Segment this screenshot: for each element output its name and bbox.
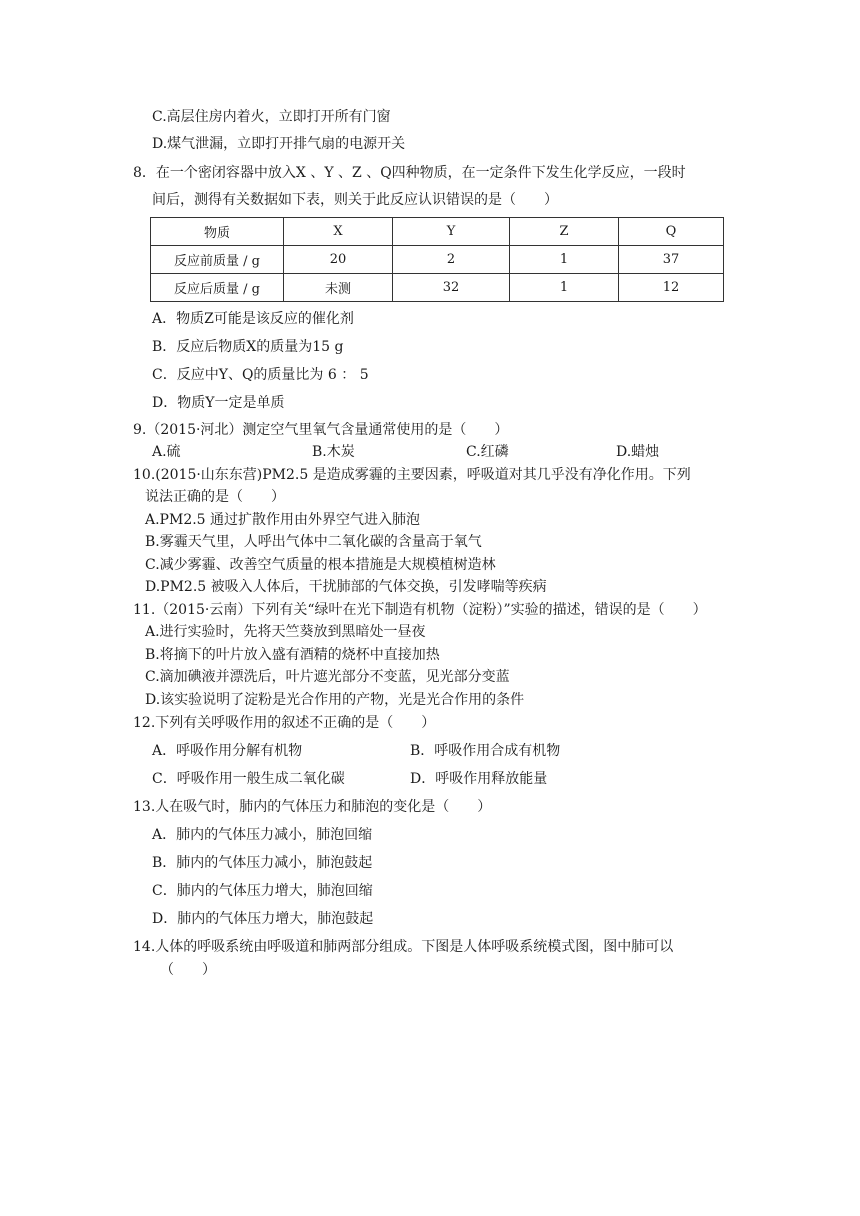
q8-option-b: B．反应后物质X的质量为15 g <box>152 339 344 355</box>
q14-stem-line1: 14.人体的呼吸系统由呼吸道和肺两部分组成。下图是人体呼吸系统模式图，图中肺可以 <box>133 939 674 955</box>
q11-option-c: C.滴加碘液并漂洗后，叶片遮光部分不变蓝，见光部分变蓝 <box>145 669 510 685</box>
q8-stem-line2: 间后，测得有关数据如下表，则关于此反应认识错误的是（ ） <box>152 192 558 208</box>
q13-option-d: D．肺内的气体压力增大，肺泡鼓起 <box>152 911 374 927</box>
table-cell: 1 <box>510 274 619 302</box>
q7-option-d: D.煤气泄漏，立即打开排气扇的电源开关 <box>152 136 406 152</box>
q10-stem-line1: 10.(2015·山东东营)PM2.5 是造成雾霾的主要因素，呼吸道对其几乎没有净化作用。下列 <box>133 467 691 483</box>
q8-stem-line1: 8．在一个密闭容器中放入X 、Y 、Z 、Q四种物质，在一定条件下发生化学反应，一段时 <box>133 165 686 181</box>
q10-option-d: D.PM2.5 被吸入人体后，干扰肺部的气体交换，引发哮喘等疾病 <box>145 579 547 595</box>
table-header-cell: X <box>284 218 393 246</box>
table-cell: 未测 <box>284 274 393 302</box>
table-cell: 2 <box>393 246 510 274</box>
q12-option-b: B．呼吸作用合成有机物 <box>410 743 561 759</box>
q13-option-c: C．肺内的气体压力增大，肺泡回缩 <box>152 883 373 899</box>
q12-stem: 12.下列有关呼吸作用的叙述不正确的是（ ） <box>133 715 436 731</box>
q12-option-a: A．呼吸作用分解有机物 <box>152 743 303 759</box>
q9-option-d: D.蜡烛 <box>616 444 660 460</box>
q14-stem-line2: （ ） <box>160 962 216 978</box>
table-cell: 37 <box>619 246 724 274</box>
q11-stem: 11.（2015·云南）下列有关“绿叶在光下制造有机物（淀粉）”实验的描述，错误的是（ ） <box>133 602 707 618</box>
q9-stem: 9.（2015·河北）测定空气里氧气含量通常使用的是（ ） <box>133 422 509 438</box>
table-header-cell: Q <box>619 218 724 246</box>
q8-data-table <box>150 217 724 302</box>
q9-option-b: B.木炭 <box>312 444 355 460</box>
table-cell: 反应后质量 / g <box>151 274 284 302</box>
q12-option-c: C．呼吸作用一般生成二氧化碳 <box>152 771 345 787</box>
q13-option-b: B．肺内的气体压力减小，肺泡鼓起 <box>152 855 373 871</box>
q10-option-a: A.PM2.5 通过扩散作用由外界空气进入肺泡 <box>145 512 421 528</box>
q9-option-c: C.红磷 <box>466 444 509 460</box>
q13-stem: 13.人在吸气时，肺内的气体压力和肺泡的变化是（ ） <box>133 799 492 815</box>
q12-option-d: D．呼吸作用释放能量 <box>410 771 548 787</box>
q10-stem-line2: 说法正确的是（ ） <box>145 489 285 505</box>
table-cell: 1 <box>510 246 619 274</box>
table-header-cell: Z <box>510 218 619 246</box>
q13-option-a: A．肺内的气体压力减小，肺泡回缩 <box>152 827 373 843</box>
q8-option-a: A．物质Z可能是该反应的催化剂 <box>152 311 354 327</box>
q10-option-c: C.减少雾霾、改善空气质量的根本措施是大规模植树造林 <box>145 557 496 573</box>
q11-option-d: D.该实验说明了淀粉是光合作用的产物，光是光合作用的条件 <box>145 692 525 708</box>
q7-option-c: C.高层住房内着火，立即打开所有门窗 <box>152 109 391 125</box>
q11-option-a: A.进行实验时，先将天竺葵放到黑暗处一昼夜 <box>145 624 426 640</box>
table-row <box>151 246 724 274</box>
table-cell: 32 <box>393 274 510 302</box>
table-header-cell: 物质 <box>151 218 284 246</box>
q8-option-d: D．物质Y一定是单质 <box>152 395 285 411</box>
q8-option-c: C．反应中Y、Q的质量比为 6 ： 5 <box>152 367 369 383</box>
table-header-cell: Y <box>393 218 510 246</box>
table-cell: 20 <box>284 246 393 274</box>
q10-option-b: B.雾霾天气里，人呼出气体中二氧化碳的含量高于氧气 <box>145 534 482 550</box>
q9-option-a: A.硫 <box>152 444 181 460</box>
table-cell: 反应前质量 / g <box>151 246 284 274</box>
table-header-row <box>151 218 724 246</box>
table-cell: 12 <box>619 274 724 302</box>
q11-option-b: B.将摘下的叶片放入盛有酒精的烧杯中直接加热 <box>145 647 440 663</box>
table-row <box>151 274 724 302</box>
